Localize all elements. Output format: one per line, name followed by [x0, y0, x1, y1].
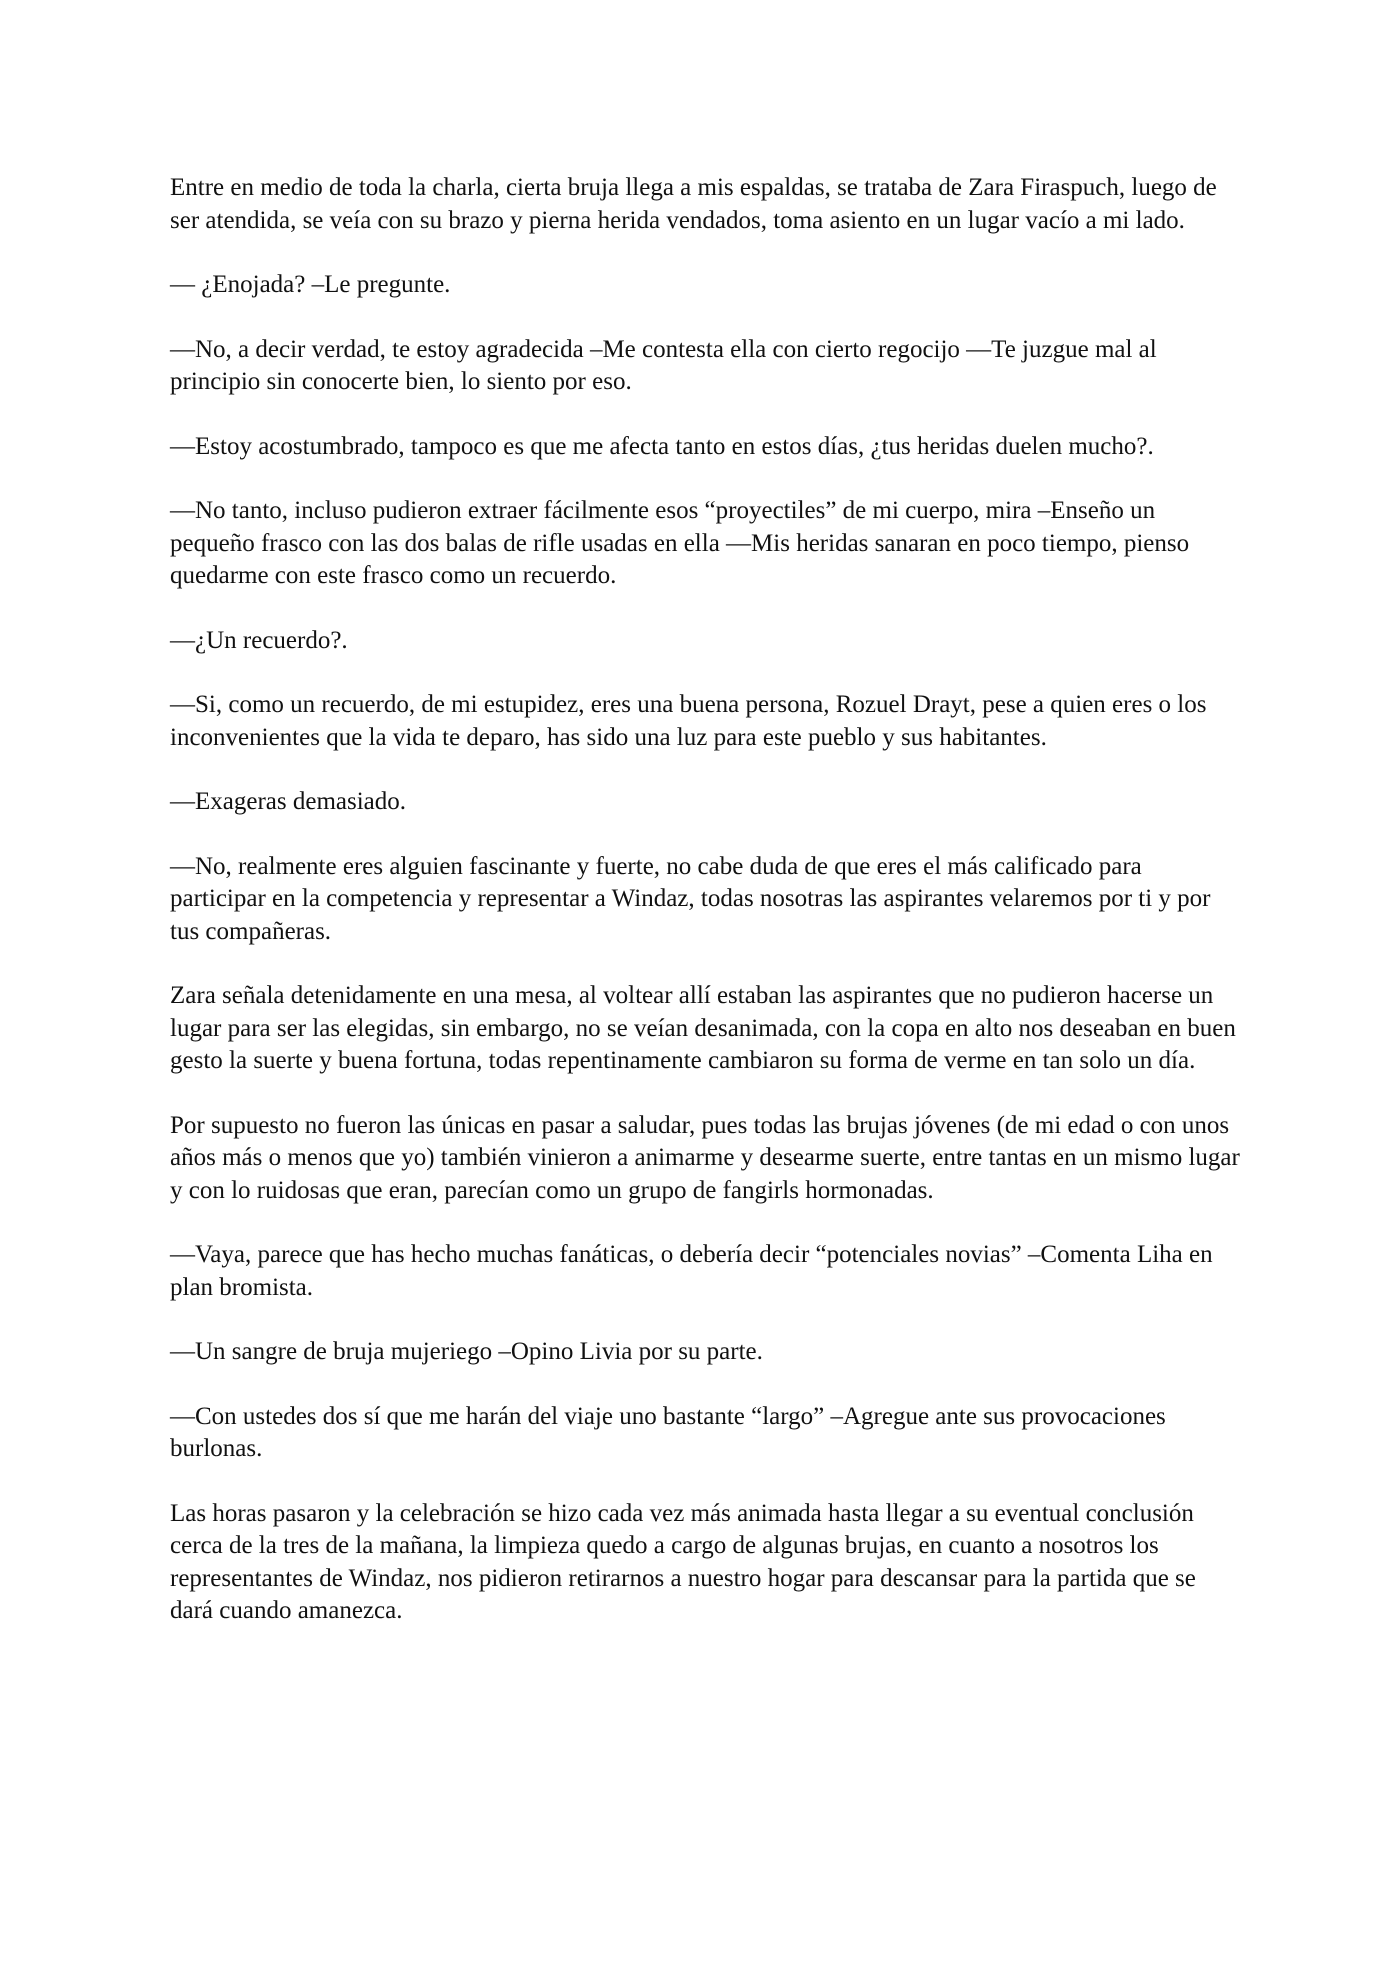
dialogue-line: —Con ustedes dos sí que me harán del viaje uno bastante “largo” –Agregue ante sus provocaciones burlonas. [170, 1402, 1166, 1462]
dialogue-line: —No tanto, incluso pudieron extraer fácilmente esos “proyectiles” de mi cuerpo, mira –Enseño un pequeño frasco con las dos balas de rifle usadas en ella —Mis heridas sanaran en poco tiempo, pienso quedarme con este frasco como un recuerdo. [170, 497, 1190, 589]
paragraph: Zara señala detenidamente en una mesa, al voltear allí estaban las aspirantes que no pudieron hacerse un lugar para ser las elegidas, sin embargo, no se veían desanimada, con la copa en alto nos deseaban en buen gesto la suerte y buena fortuna, todas repentinamente cambiaron su forma de verme en tan solo un día. [170, 982, 1236, 1074]
dialogue-line: — ¿Enojada? –Le pregunte. [170, 271, 451, 298]
dialogue-line: —No, realmente eres alguien fascinante y fuerte, no cabe duda de que eres el más calificado para participar en la competencia y representar a Windaz, todas nosotras las aspirantes velaremos por ti y por tus compañeras. [170, 852, 1211, 945]
dialogue-line: —Si, como un recuerdo, de mi estupidez, eres una buena persona, Rozuel Drayt, pese a quien eres o los inconvenientes que la vida te deparo, has sido una luz para este pueblo y sus habitantes. [170, 691, 1207, 751]
dialogue-line: —Exageras demasiado. [170, 788, 407, 815]
paragraph: Las horas pasaron y la celebración se hizo cada vez más animada hasta llegar a su eventual conclusión cerca de la tres de la mañana, la limpieza quedo a cargo de algunas brujas, en cuanto a nosotros los representantes de Windaz, nos pidieron retirarnos a nuestro hogar para descansar para la partida que se dará cuando amanezca. [170, 1499, 1196, 1624]
dialogue-line: —¿Un recuerdo?. [170, 626, 348, 654]
paragraph: Entre en medio de toda la charla, cierta bruja llega a mis espaldas, se trataba de Zara Firaspuch, luego de ser atendida, se veía con su brazo y pierna herida vendados, toma asiento en un lugar vacío a mi lado. [170, 174, 1217, 234]
dialogue-line: —Un sangre de bruja mujeriego –Opino Livia por su parte. [170, 1338, 763, 1365]
dialogue-line: —No, a decir verdad, te estoy agradecida –Me contesta ella con cierto regocijo —Te juzgue mal al principio sin conocerte bien, lo siento por eso. [170, 335, 1157, 395]
dialogue-line: —Vaya, parece que has hecho muchas fanáticas, o debería decir “potenciales novias” –Comenta Liha en plan bromista. [170, 1241, 1213, 1301]
dialogue-line: —Estoy acostumbrado, tampoco es que me afecta tanto en estos días, ¿tus heridas duelen mucho?. [170, 432, 1154, 460]
document-body [170, 172, 1240, 1660]
paragraph: Por supuesto no fueron las únicas en pasar a saludar, pues todas las brujas jóvenes (de mi edad o con unos años más o menos que yo) también vinieron a animarme y desearme suerte, entre tantas en un mismo lugar y con lo ruidosas que eran, parecían como un grupo de fangirls hormonadas. [170, 1111, 1240, 1204]
